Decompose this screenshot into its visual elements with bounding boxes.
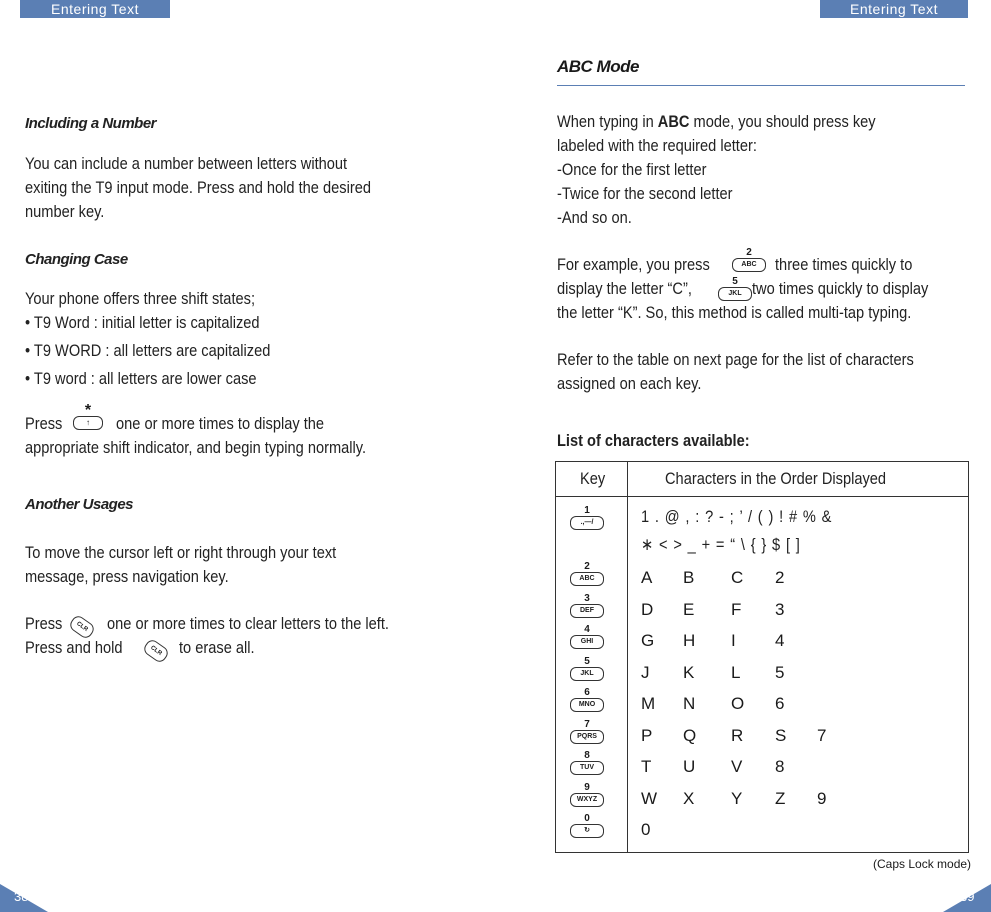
example-line-2a: display the letter “C”,: [557, 279, 692, 298]
char-cell: T: [641, 757, 652, 776]
char-cell: E: [683, 599, 695, 619]
char-cell: 3: [775, 599, 785, 619]
char-cell: 0: [641, 820, 651, 839]
key-1-chars-line-2: ∗ < > _ + = “ \ { } $ [ ]: [641, 535, 801, 554]
key-2-icon: 2 ABC: [732, 258, 766, 272]
refer-line-1: Refer to the table on next page for the list of characters: [557, 350, 914, 369]
key-1-icon: 1 .,—/: [570, 516, 604, 530]
char-cell: I: [731, 631, 736, 650]
press-hold-text-b: to erase all.: [179, 638, 255, 657]
char-cell: P: [641, 725, 653, 745]
char-cell: F: [731, 599, 742, 619]
example-line-2b: two times quickly to display: [752, 279, 929, 298]
char-cell: K: [683, 662, 695, 682]
press-star-text-b: one or more times to display the: [116, 414, 325, 433]
abc-intro-2: labeled with the required letter:: [557, 136, 757, 155]
char-cell: 6: [775, 694, 785, 713]
bullet-t9-word-upper: • T9 WORD : all letters are capitalized: [25, 341, 271, 360]
table-header-divider: [555, 496, 969, 497]
bullet-t9-word-lower: • T9 word : all letters are lower case: [25, 369, 257, 388]
press-clr-text-a: Press: [25, 614, 63, 633]
clr-key-icon-2: CLR: [144, 639, 168, 659]
key-9-table-icon: 9 WXYZ: [570, 793, 604, 807]
press-hold-text-a: Press and hold: [25, 638, 123, 657]
char-cell: V: [731, 757, 743, 776]
char-cell: Z: [775, 788, 786, 808]
char-cell: W: [641, 788, 658, 808]
abc-intro-line: When typing in ABC mode, you should press key: [557, 112, 876, 131]
char-cell: Q: [683, 725, 697, 745]
char-cell: L: [731, 662, 741, 682]
char-cell: D: [641, 599, 654, 619]
char-cell: H: [683, 631, 696, 650]
abc-intro-5: -And so on.: [557, 208, 632, 227]
char-cell: Y: [731, 788, 743, 808]
key-4-table-icon: 4 GHI: [570, 635, 604, 649]
char-cell: M: [641, 694, 656, 713]
abc-intro-3: -Once for the first letter: [557, 160, 707, 179]
char-cell: 7: [817, 725, 827, 745]
key-3-table-icon: 3 DEF: [570, 604, 604, 618]
clr-key-icon: CLR: [70, 615, 94, 635]
page-number-right: 39: [960, 889, 975, 904]
press-star-text-a: Press: [25, 414, 63, 433]
key-1-chars-line-1: 1 . @ , : ? - ; ’ / ( ) ! # % &: [641, 507, 833, 526]
section-tab-left: Entering Text: [20, 0, 170, 18]
paragraph-cursor-1: To move the cursor left or right through your text: [25, 543, 337, 562]
char-cell: N: [683, 694, 696, 713]
char-cell: 5: [775, 662, 785, 682]
bullet-t9-word: • T9 Word : initial letter is capitalized: [25, 313, 260, 332]
paragraph-including-number-2: exiting the T9 input mode. Press and hold the desired: [25, 178, 371, 197]
char-cell: R: [731, 725, 744, 745]
table-header-key: Key: [580, 469, 606, 488]
paragraph-including-number-3: number key.: [25, 202, 105, 221]
char-cell: G: [641, 631, 655, 650]
list-title: List of characters available:: [557, 431, 750, 450]
example-line-1b: three times quickly to: [775, 255, 913, 274]
press-clr-text-b: one or more times to clear letters to the left.: [107, 614, 389, 633]
char-cell: O: [731, 694, 745, 713]
paragraph-shift-states: Your phone offers three shift states;: [25, 289, 256, 308]
key-6-table-icon: 6 MNO: [570, 698, 604, 712]
char-cell: J: [641, 662, 650, 682]
table-column-divider: [627, 461, 628, 853]
press-star-text-c: appropriate shift indicator, and begin typing normally.: [25, 438, 367, 457]
star-key-icon: * ↑: [73, 416, 103, 430]
key-5-table-icon: 5 JKL: [570, 667, 604, 681]
heading-including-number: Including a Number: [25, 115, 157, 132]
char-cell: B: [683, 568, 695, 587]
char-cell: 8: [775, 757, 785, 776]
heading-another-usages: Another Usages: [25, 496, 134, 513]
char-cell: U: [683, 757, 696, 776]
paragraph-including-number-1: You can include a number between letters without: [25, 154, 348, 173]
abc-intro-4: -Twice for the second letter: [557, 184, 733, 203]
refer-line-2: assigned on each key.: [557, 374, 702, 393]
caps-lock-note: (Caps Lock mode): [873, 857, 972, 871]
char-cell: S: [775, 725, 787, 745]
page-number-left: 38: [14, 889, 29, 904]
example-line-3: the letter “K”. So, this method is called multi-tap typing.: [557, 303, 912, 322]
paragraph-cursor-2: message, press navigation key.: [25, 567, 229, 586]
key-2-table-icon: 2 ABC: [570, 572, 604, 586]
char-cell: A: [641, 568, 653, 587]
key-0-table-icon: 0 ↻: [570, 824, 604, 838]
table-header-characters: Characters in the Order Displayed: [665, 469, 887, 488]
key-7-table-icon: 7 PQRS: [570, 730, 604, 744]
title-divider: [557, 85, 965, 86]
key-5-icon: 5 JKL: [718, 287, 752, 301]
char-cell: X: [683, 788, 695, 808]
abc-mode-title: ABC Mode: [557, 57, 639, 76]
example-line-1a: For example, you press: [557, 255, 710, 274]
heading-changing-case: Changing Case: [25, 251, 128, 268]
key-8-table-icon: 8 TUV: [570, 761, 604, 775]
char-cell: 4: [775, 631, 785, 650]
char-cell: 9: [817, 788, 827, 808]
section-tab-right: Entering Text: [820, 0, 968, 18]
char-cell: 2: [775, 568, 785, 587]
char-cell: C: [731, 568, 744, 587]
